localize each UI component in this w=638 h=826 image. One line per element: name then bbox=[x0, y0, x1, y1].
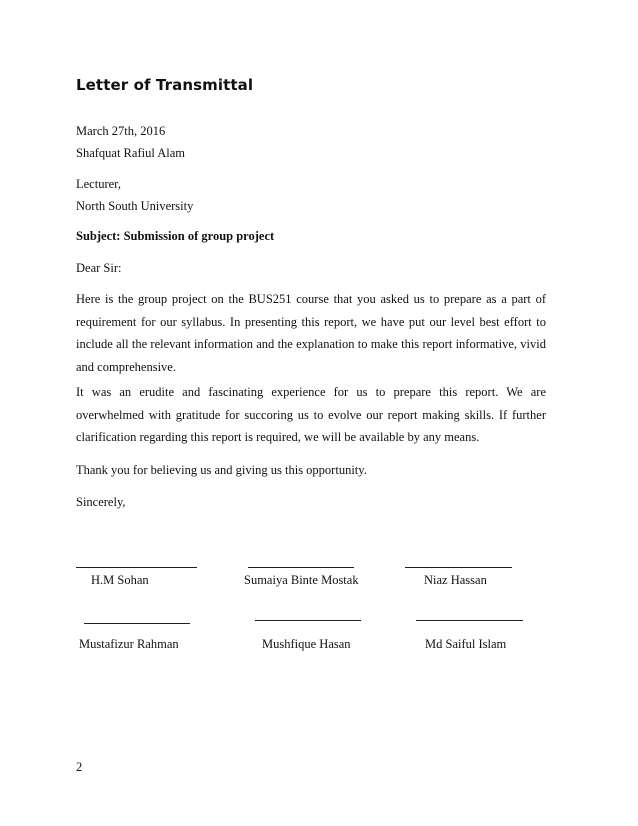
signature-line bbox=[255, 620, 361, 621]
signature-line bbox=[416, 620, 523, 621]
signatory-name: Niaz Hassan bbox=[424, 573, 487, 587]
signatory-name: Sumaiya Binte Mostak bbox=[244, 573, 359, 587]
signature-line bbox=[405, 567, 512, 568]
page-title: Letter of Transmittal bbox=[76, 76, 254, 94]
signature-line bbox=[248, 567, 354, 568]
signatory-name: Mustafizur Rahman bbox=[79, 637, 179, 651]
letter-subject: Subject: Submission of group project bbox=[76, 229, 275, 243]
signatory-name: H.M Sohan bbox=[91, 573, 149, 587]
recipient-title: Lecturer, bbox=[76, 177, 121, 191]
signature-line bbox=[84, 623, 190, 624]
body-paragraph-1: Here is the group project on the BUS251 course that you asked us to prepare as a part of requirement for our syllabus. In presenting this report, we have put our level best effort to include all the relevant information and the explanation to make this report informative, vivid and comprehensive. bbox=[76, 292, 546, 375]
body-paragraph-3: Thank you for believing us and giving us this opportunity. bbox=[76, 463, 367, 477]
signature-line bbox=[76, 567, 197, 568]
recipient-organization: North South University bbox=[76, 199, 194, 213]
signatory-name: Md Saiful Islam bbox=[425, 637, 507, 651]
page-number: 2 bbox=[76, 760, 83, 774]
signatory-name: Mushfique Hasan bbox=[262, 637, 351, 651]
salutation: Dear Sir: bbox=[76, 261, 122, 275]
body-paragraph-2: It was an erudite and fascinating experience for us to prepare this report. We are overwhelmed with gratitude for succoring us to evolve our report making skills. If further clarification regarding this report is required, we will be available by any means. bbox=[76, 385, 546, 445]
closing: Sincerely, bbox=[76, 495, 126, 509]
letter-date: March 27th, 2016 bbox=[76, 124, 166, 138]
recipient-name: Shafquat Rafiul Alam bbox=[76, 146, 186, 160]
